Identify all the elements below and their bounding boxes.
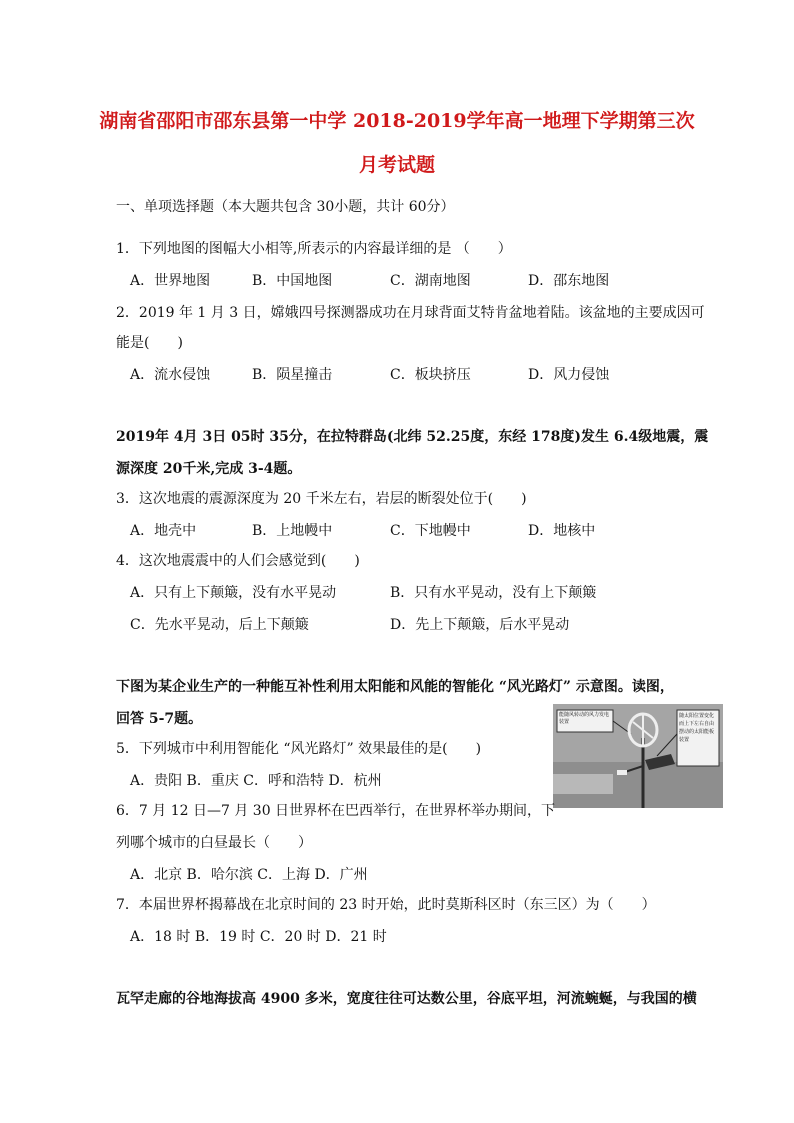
q2-stem-line1: 2．2019 年 1 月 3 日，嫦娥四号探测器成功在月球背面艾特肯盆地着陆。该盆地的主要成因可	[116, 305, 705, 321]
q3-option-d: D．地核中	[528, 523, 596, 539]
q3-option-c: C．下地幔中	[390, 523, 471, 539]
q5-options: A．贵阳 B．重庆 C．呼和浩特 D．杭州	[130, 773, 382, 789]
q1-stem: 1．下列地图的图幅大小相等,所表示的内容最详细的是 （ ）	[116, 241, 512, 257]
q5-stem: 5．下列城市中利用智能化 “风光路灯” 效果最佳的是( )	[116, 741, 482, 757]
passage3-line1: 瓦罕走廊的谷地海拔高 4900 多米，宽度往往可达数公里，谷底平坦，河流蜿蜒，与我国的横	[116, 991, 697, 1007]
q2-option-a: A．流水侵蚀	[130, 367, 211, 383]
passage1-line1: 2019年 4月 3日 05时 35分，在拉特群岛(北纬 52.25度，东经 178度)发生 6.4级地震，震	[116, 429, 709, 445]
q1-option-b: B．中国地图	[252, 273, 333, 289]
q4-option-d: D．先上下颠簸，后水平晃动	[390, 617, 570, 633]
q6-options: A．北京 B．哈尔滨 C．上海 D．广州	[130, 867, 368, 883]
wind-solar-streetlight-figure	[553, 704, 723, 808]
q4-option-b: B．只有水平晃动，没有上下颠簸	[390, 585, 597, 601]
q1-option-c: C．湖南地图	[390, 273, 471, 289]
q7-stem: 7．本届世界杯揭幕战在北京时间的 23 时开始，此时莫斯科区时（东三区）为（ ）	[116, 897, 656, 913]
q2-stem-line2: 能是( )	[116, 335, 183, 351]
q4-stem: 4．这次地震震中的人们会感觉到( )	[116, 553, 360, 569]
q2-option-d: D．风力侵蚀	[528, 367, 610, 383]
q4-option-c: C．先水平晃动，后上下颠簸	[130, 617, 309, 633]
figure-label-right: 随太阳位置变化而上下左右自由摆动的太阳能板装置	[679, 713, 715, 743]
passage2-line2: 回答 5-7题。	[116, 711, 203, 727]
q3-option-b: B．上地幔中	[252, 523, 333, 539]
passage2-line1: 下图为某企业生产的一种能互补性利用太阳能和风能的智能化 “风光路灯” 示意图。读图，	[116, 679, 674, 695]
exam-title-line2: 月考试题	[358, 154, 435, 176]
figure-label-left: 能随风转动的风力发电装置	[559, 712, 610, 725]
exam-title-line1: 湖南省邵阳市邵东县第一中学 2018-2019学年高一地理下学期第三次	[99, 110, 695, 132]
q7-options: A．18 时 B．19 时 C．20 时 D．21 时	[130, 929, 387, 945]
q2-option-c: C．板块挤压	[390, 367, 471, 383]
q6-stem-line2: 列哪个城市的白昼最长（ ）	[116, 835, 312, 851]
q1-option-d: D．邵东地图	[528, 273, 610, 289]
q6-stem-line1: 6．7 月 12 日—7 月 30 日世界杯在巴西举行，在世界杯举办期间，下	[116, 803, 556, 819]
q4-option-a: A．只有上下颠簸，没有水平晃动	[130, 585, 337, 601]
q3-stem: 3．这次地震的震源深度为 20 千米左右，岩层的断裂处位于( )	[116, 491, 527, 507]
q2-option-b: B．陨星撞击	[252, 367, 333, 383]
q3-option-a: A．地壳中	[130, 523, 197, 539]
section-heading: 一、单项选择题（本大题共包含 30小题，共计 60分）	[116, 199, 455, 215]
q1-option-a: A．世界地图	[130, 273, 211, 289]
passage1-line2: 源深度 20千米,完成 3-4题。	[116, 461, 302, 477]
